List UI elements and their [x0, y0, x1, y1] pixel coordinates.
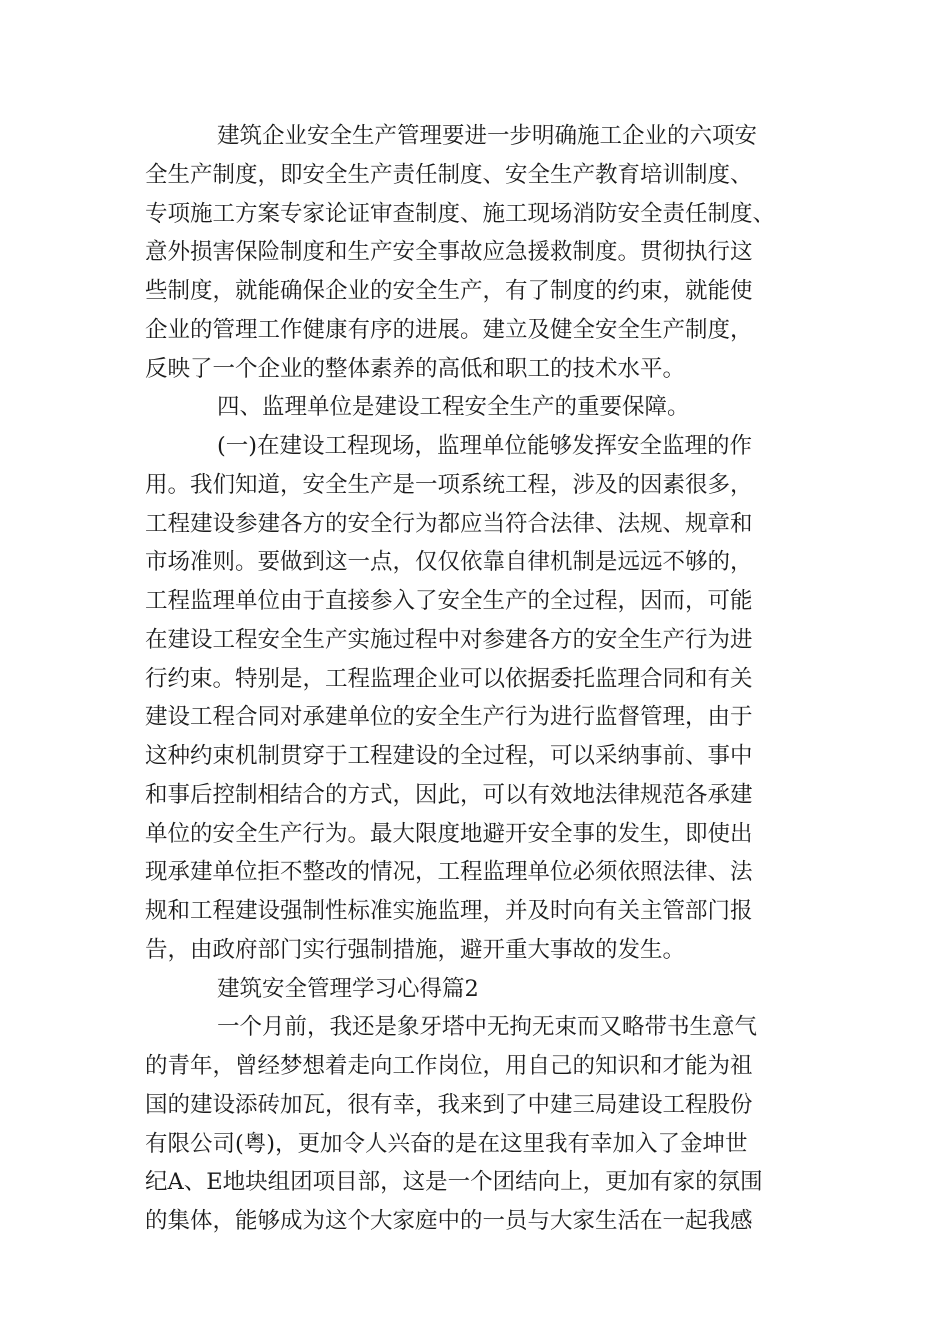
paragraph-line: 反映了一个企业的整体素养的高低和职工的技术水平。	[145, 355, 686, 382]
paragraph-line: 些制度，就能确保企业的安全生产，有了制度的约束，就能使	[145, 278, 753, 304]
paragraph-line: (一)在建设工程现场，监理单位能够发挥安全监理的作	[217, 433, 753, 459]
paragraph-line: 告，由政府部门实行强制措施，避开重大事故的发生。	[145, 936, 686, 963]
paragraph-line: 规和工程建设强制性标准实施监理，并及时向有关主管部门报	[145, 898, 753, 924]
paragraph-line: 行约束。特别是，工程监理企业可以依据委托监理合同和有关	[145, 665, 753, 692]
paragraph-line: 专项施工方案专家论证审查制度、施工现场消防安全责任制度、	[145, 200, 776, 227]
paragraph-line: 单位的安全生产行为。最大限度地避开安全事的发生，即使出	[145, 820, 753, 847]
paragraph-line: 国的建设添砖加瓦，很有幸，我来到了中建三局建设工程股份	[145, 1091, 753, 1118]
paragraph-line: 用。我们知道，安全生产是一项系统工程，涉及的因素很多，	[145, 471, 753, 498]
paragraph-line: 工程建设参建各方的安全行为都应当符合法律、法规、规章和	[145, 510, 753, 537]
paragraph-line: 意外损害保险制度和生产安全事故应急援救制度。贯彻执行这	[145, 239, 753, 266]
paragraph-line: 有限公司(粤)，更加令人兴奋的是在这里我有幸加入了金坤世	[145, 1130, 748, 1157]
paragraph-line: 全生产制度，即安全生产责任制度、安全生产教育培训制度、	[145, 161, 753, 188]
section-heading: 四、监理单位是建设工程安全生产的重要保障。	[217, 394, 690, 421]
paragraph-line: 建设工程合同对承建单位的安全生产行为进行监督管理，由于	[145, 704, 753, 731]
paragraph-line: 工程监理单位由于直接参入了安全生产的全过程，因而，可能	[145, 588, 753, 614]
paragraph-line: 建筑企业安全生产管理要进一步明确施工企业的六项安	[217, 123, 758, 149]
paragraph-line: 一个月前，我还是象牙塔中无拘无束而又略带书生意气	[217, 1014, 758, 1041]
paragraph-line: 这种约束机制贯穿于工程建设的全过程，可以采纳事前、事中	[145, 743, 753, 769]
paragraph-line: 企业的管理工作健康有序的进展。建立及健全安全生产制度，	[145, 316, 753, 343]
paragraph-line: 在建设工程安全生产实施过程中对参建各方的安全生产行为进	[145, 626, 753, 653]
paragraph-line: 现承建单位拒不整改的情况，工程监理单位必须依照法律、法	[145, 859, 753, 886]
section-heading: 建筑安全管理学习心得篇2	[217, 975, 479, 1002]
paragraph-line: 的青年，曾经梦想着走向工作岗位，用自己的知识和才能为祖	[145, 1053, 753, 1079]
paragraph-line: 的集体，能够成为这个大家庭中的一员与大家生活在一起我感	[145, 1208, 753, 1234]
paragraph-line: 纪A、E地块组团项目部，这是一个团结向上，更加有家的氛围	[145, 1169, 763, 1196]
paragraph-line: 和事后控制相结合的方式，因此，可以有效地法律规范各承建	[145, 781, 753, 808]
paragraph-line: 市场准则。要做到这一点，仅仅依靠自律机制是远远不够的，	[145, 549, 753, 576]
document-body	[145, 117, 807, 1241]
